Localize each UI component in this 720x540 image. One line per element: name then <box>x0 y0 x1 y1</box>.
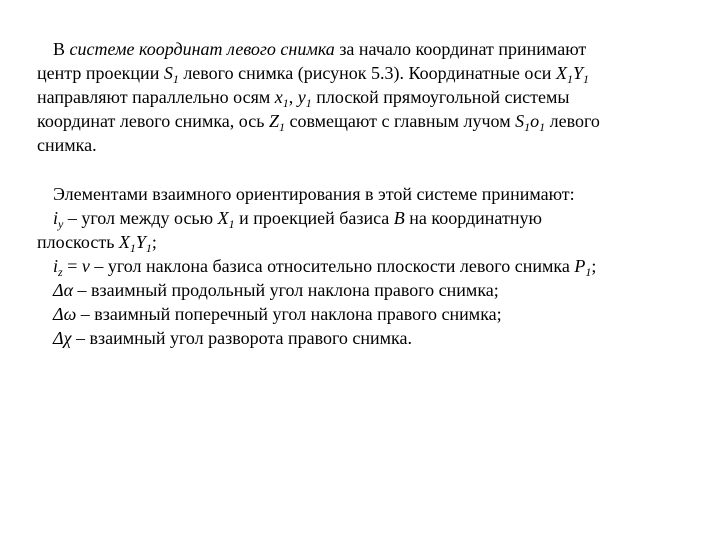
subscript: 1 <box>228 217 235 231</box>
subscript: 1 <box>582 72 589 86</box>
subscript: y <box>58 217 64 231</box>
var: ν <box>81 256 90 276</box>
text: – взаимный поперечный угол наклона правого снимка; <box>76 304 502 324</box>
paragraph1-line2 <box>37 61 687 85</box>
var: Y <box>572 63 583 83</box>
paragraph2-line2 <box>37 206 687 230</box>
paragraph2-line4 <box>37 254 687 278</box>
italic-term: системе координат левого снимка <box>69 39 335 59</box>
var: i <box>53 208 59 228</box>
paragraph2-line3 <box>37 230 687 254</box>
var: o <box>530 111 540 131</box>
text: снимка. <box>37 135 97 155</box>
var: B <box>393 208 405 228</box>
subscript: 1 <box>585 265 592 279</box>
text: – угол наклона базиса относительно плоскости левого снимка <box>89 256 575 276</box>
text: направляют параллельно осям <box>37 87 275 107</box>
text: Элементами взаимного ориентирования в этой системе принимают: <box>53 184 575 204</box>
paragraph1-line3 <box>37 85 687 109</box>
text: плоскость <box>37 232 119 252</box>
text: – угол между осью <box>63 208 218 228</box>
paragraph2-line5 <box>37 278 687 302</box>
var: S <box>515 111 525 131</box>
text: на координатную <box>404 208 542 228</box>
paragraph1-line1 <box>37 37 687 61</box>
subscript: 1 <box>129 241 136 255</box>
var: Y <box>135 232 146 252</box>
var: Δω <box>53 304 77 324</box>
paragraph2-line7 <box>37 326 687 350</box>
paragraph2-line6 <box>37 302 687 326</box>
subscript: 1 <box>539 120 546 134</box>
paragraph1-line4 <box>37 109 687 133</box>
paragraph-orientation-elements <box>37 182 687 350</box>
var: P <box>574 256 586 276</box>
text: , <box>288 87 298 107</box>
var: S <box>163 63 173 83</box>
text: за начало координат принимают <box>334 39 587 59</box>
var: x <box>274 87 283 107</box>
subscript: 1 <box>172 72 179 86</box>
text: = <box>62 256 82 276</box>
paragraph1-line5 <box>37 133 687 157</box>
var: i <box>53 256 59 276</box>
var: y <box>297 87 306 107</box>
text: левого снимка (рисунок 5.3). Координатные оси <box>178 63 556 83</box>
subscript: z <box>58 265 63 279</box>
var: X <box>217 208 229 228</box>
text: – взаимный угол разворота правого снимка. <box>71 328 412 348</box>
text: плоской прямоугольной системы <box>311 87 570 107</box>
paragraph2-line1 <box>37 182 687 206</box>
text: В <box>53 39 70 59</box>
text: координат левого снимка, ось <box>37 111 269 131</box>
paragraph-coordinate-system <box>37 37 687 157</box>
var: Δχ <box>53 328 72 348</box>
subscript: 1 <box>524 120 531 134</box>
text: ; <box>591 256 597 276</box>
text: ; <box>151 232 157 252</box>
subscript: 1 <box>282 96 289 110</box>
var: Z <box>268 111 279 131</box>
var: Δα <box>53 280 74 300</box>
subscript: 1 <box>566 72 573 86</box>
subscript: 1 <box>145 241 152 255</box>
text: – взаимный продольный угол наклона правого снимка; <box>73 280 499 300</box>
text: центр проекции <box>37 63 164 83</box>
text: совмещают с главным лучом <box>284 111 516 131</box>
text: левого <box>545 111 600 131</box>
subscript: 1 <box>305 96 312 110</box>
var: X <box>118 232 130 252</box>
var: X <box>555 63 567 83</box>
subscript: 1 <box>278 120 285 134</box>
text: и проекцией базиса <box>234 208 394 228</box>
